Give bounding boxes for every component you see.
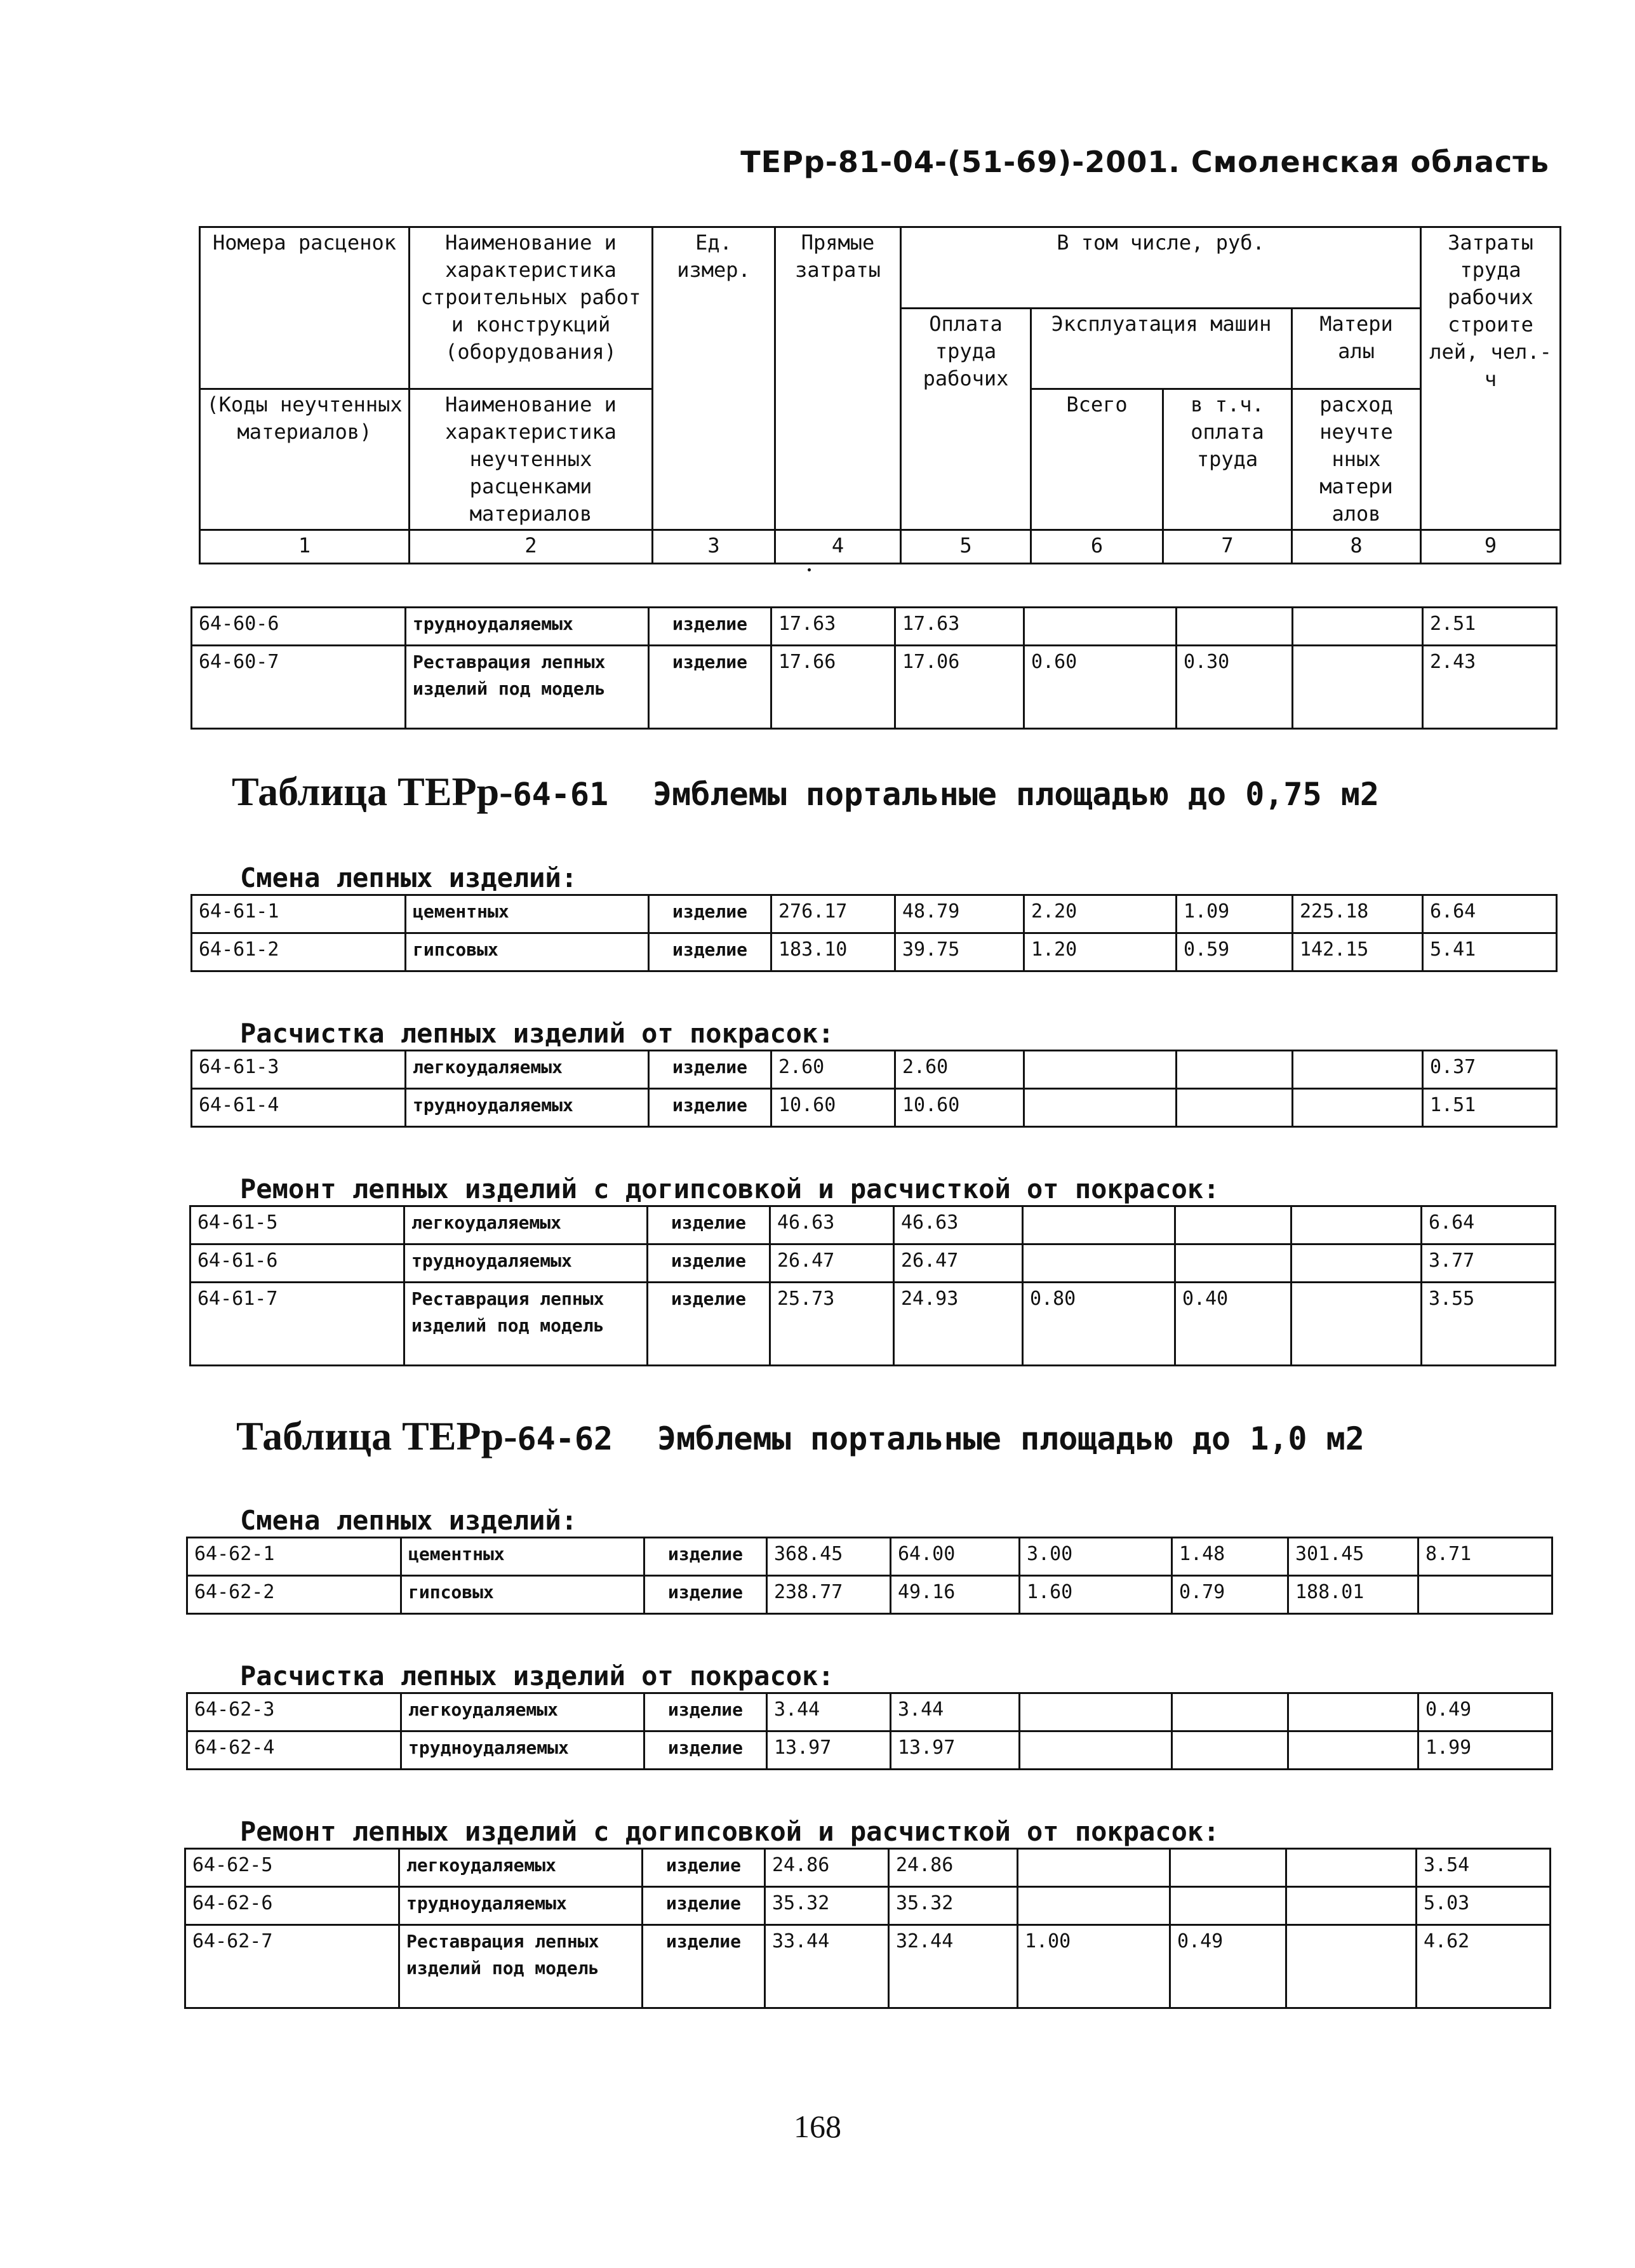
column-number: 3 (653, 530, 775, 564)
direct-costs-cell: 368.45 (767, 1538, 891, 1576)
column-number: 8 (1292, 530, 1421, 564)
direct-costs-cell: 35.32 (765, 1887, 889, 1925)
labor-hours-cell: 0.49 (1418, 1693, 1552, 1731)
unit-cell: изделие (649, 1051, 771, 1089)
table-row (187, 1693, 1552, 1731)
header-labor-pay: Оплата труда рабочих (901, 309, 1031, 530)
materials-cell (1291, 1206, 1422, 1244)
section-title: Ремонт лепных изделий с догипсовкой и расчисткой от покрасок: (240, 1173, 1220, 1204)
stray-dot (808, 568, 811, 571)
machines-labor-cell (1170, 1849, 1286, 1887)
unit-cell: изделие (648, 1206, 770, 1244)
unit-cell: изделие (648, 1283, 770, 1366)
labor-hours-cell: 1.99 (1418, 1731, 1552, 1770)
column-number: 4 (775, 530, 901, 564)
labor-hours-cell (1418, 1576, 1552, 1614)
materials-cell: 225.18 (1293, 895, 1423, 933)
rate-code-cell: 64-62-3 (187, 1693, 401, 1731)
labor-pay-cell: 17.06 (895, 646, 1024, 729)
unit-cell: изделие (644, 1576, 767, 1614)
machines-total-cell (1018, 1887, 1170, 1925)
unit-cell: изделие (649, 933, 771, 971)
materials-cell (1291, 1244, 1422, 1283)
machines-labor-cell: 1.09 (1177, 895, 1293, 933)
section-title: Ремонт лепных изделий с догипсовкой и расчисткой от покрасок: (240, 1816, 1220, 1847)
header-unit: Ед. измер. (653, 227, 775, 530)
machines-labor-cell (1172, 1693, 1288, 1731)
header-material-codes: (Коды неучтенных материалов) (200, 389, 410, 530)
machines-total-cell (1023, 1206, 1175, 1244)
column-number: 1 (200, 530, 410, 564)
unit-cell: изделие (643, 1849, 765, 1887)
table-row (187, 1731, 1552, 1770)
machines-total-cell (1023, 1244, 1175, 1283)
direct-costs-cell: 10.60 (771, 1089, 895, 1127)
table-row (185, 1849, 1551, 1887)
materials-cell (1286, 1925, 1417, 2008)
table-row (190, 1244, 1556, 1283)
table-row (185, 1925, 1551, 2008)
work-name-cell: Реставрация лепных изделий под модель (399, 1925, 643, 2008)
direct-costs-cell: 17.66 (771, 646, 895, 729)
labor-hours-cell: 5.41 (1423, 933, 1557, 971)
column-number: 7 (1163, 530, 1292, 564)
header-materials: Матери алы (1292, 309, 1421, 389)
table-title-64-62: Таблица ТЕРр-64-62 Эмблемы портальные площадью до 1,0 м2 (236, 1413, 1365, 1458)
labor-pay-cell: 46.63 (894, 1206, 1023, 1244)
labor-pay-cell: 35.32 (889, 1887, 1018, 1925)
header-material-names: Наименование и характеристика неучтенных расценками материалов (410, 389, 653, 530)
machines-total-cell (1018, 1849, 1170, 1887)
work-name-cell: легкоудаляемых (406, 1051, 649, 1089)
labor-hours-cell: 6.64 (1423, 895, 1557, 933)
labor-pay-cell: 13.97 (891, 1731, 1020, 1770)
unit-cell: изделие (644, 1731, 767, 1770)
rate-code-cell: 64-61-2 (192, 933, 406, 971)
work-name-cell: трудноудаляемых (404, 1244, 648, 1283)
machines-labor-cell: 0.79 (1172, 1576, 1288, 1614)
labor-pay-cell: 49.16 (891, 1576, 1020, 1614)
table-row (187, 1538, 1552, 1576)
machines-labor-cell: 1.48 (1172, 1538, 1288, 1576)
materials-cell: 188.01 (1288, 1576, 1418, 1614)
rate-code-cell: 64-61-6 (190, 1244, 404, 1283)
rate-code-cell: 64-60-7 (192, 646, 406, 729)
table-row (192, 608, 1557, 646)
direct-costs-cell: 183.10 (771, 933, 895, 971)
direct-costs-cell: 26.47 (770, 1244, 894, 1283)
section-title: Смена лепных изделий: (240, 1505, 578, 1536)
machines-total-cell: 1.60 (1020, 1576, 1172, 1614)
work-name-cell: Реставрация лепных изделий под модель (404, 1283, 648, 1366)
labor-hours-cell: 6.64 (1422, 1206, 1556, 1244)
rate-code-cell: 64-61-4 (192, 1089, 406, 1127)
work-name-cell: легкоудаляемых (401, 1693, 644, 1731)
work-name-cell: легкоудаляемых (399, 1849, 643, 1887)
work-name-cell: Реставрация лепных изделий под модель (406, 646, 649, 729)
rate-code-cell: 64-61-3 (192, 1051, 406, 1089)
materials-cell (1286, 1849, 1417, 1887)
column-number: 9 (1421, 530, 1561, 564)
column-header-table (199, 226, 1561, 564)
unit-cell: изделие (649, 895, 771, 933)
table-row (192, 895, 1557, 933)
labor-pay-cell: 2.60 (895, 1051, 1024, 1089)
labor-hours-cell: 2.51 (1423, 608, 1557, 646)
header-codes: Номера расценок (200, 227, 410, 389)
labor-hours-cell: 8.71 (1418, 1538, 1552, 1576)
work-name-cell: трудноудаляемых (406, 608, 649, 646)
machines-total-cell: 2.20 (1024, 895, 1177, 933)
unit-cell: изделие (643, 1887, 765, 1925)
direct-costs-cell: 25.73 (770, 1283, 894, 1366)
rate-code-cell: 64-61-7 (190, 1283, 404, 1366)
work-name-cell: легкоудаляемых (404, 1206, 648, 1244)
rate-table (186, 1692, 1553, 1770)
rate-table (190, 1050, 1558, 1128)
header-work-name: Наименование и характеристика строительных работ и конструкций (оборудования) (410, 227, 653, 389)
labor-pay-cell: 48.79 (895, 895, 1024, 933)
labor-pay-cell: 24.86 (889, 1849, 1018, 1887)
direct-costs-cell: 2.60 (771, 1051, 895, 1089)
labor-pay-cell: 39.75 (895, 933, 1024, 971)
materials-cell (1288, 1693, 1418, 1731)
header-machines-total: Всего (1031, 389, 1163, 530)
document-header: ТЕРр-81-04-(51-69)-2001. Смоленская область (740, 145, 1549, 179)
unit-cell: изделие (644, 1538, 767, 1576)
header-labor-hours: Затраты труда рабочих строите лей, чел.-ч (1421, 227, 1561, 530)
materials-cell (1293, 1089, 1423, 1127)
rate-table (190, 894, 1558, 972)
materials-cell (1293, 608, 1423, 646)
labor-hours-cell: 5.03 (1417, 1887, 1551, 1925)
table-row (192, 1051, 1557, 1089)
table-row (190, 1283, 1556, 1366)
materials-cell (1293, 1051, 1423, 1089)
labor-hours-cell: 4.62 (1417, 1925, 1551, 2008)
materials-cell (1293, 646, 1423, 729)
machines-total-cell: 0.80 (1023, 1283, 1175, 1366)
rate-table-continuation (190, 606, 1558, 730)
materials-cell: 142.15 (1293, 933, 1423, 971)
machines-labor-cell (1177, 1051, 1293, 1089)
machines-total-cell (1020, 1731, 1172, 1770)
machines-total-cell (1024, 608, 1177, 646)
unit-cell: изделие (649, 1089, 771, 1127)
column-number: 5 (901, 530, 1031, 564)
machines-labor-cell: 0.59 (1177, 933, 1293, 971)
column-number: 2 (410, 530, 653, 564)
machines-labor-cell: 0.30 (1177, 646, 1293, 729)
rate-table (186, 1537, 1553, 1615)
table-row (192, 646, 1557, 729)
labor-pay-cell: 10.60 (895, 1089, 1024, 1127)
labor-pay-cell: 3.44 (891, 1693, 1020, 1731)
machines-total-cell (1024, 1089, 1177, 1127)
header-unaccounted-materials: расход неучте нных матери алов (1292, 389, 1421, 530)
direct-costs-cell: 276.17 (771, 895, 895, 933)
rate-code-cell: 64-62-5 (185, 1849, 399, 1887)
unit-cell: изделие (649, 608, 771, 646)
column-number: 6 (1031, 530, 1163, 564)
machines-total-cell: 0.60 (1024, 646, 1177, 729)
unit-cell: изделие (643, 1925, 765, 2008)
rate-code-cell: 64-62-2 (187, 1576, 401, 1614)
machines-labor-cell (1175, 1206, 1291, 1244)
labor-pay-cell: 26.47 (894, 1244, 1023, 1283)
machines-total-cell: 1.20 (1024, 933, 1177, 971)
table-row (192, 933, 1557, 971)
machines-labor-cell (1177, 608, 1293, 646)
rate-code-cell: 64-62-1 (187, 1538, 401, 1576)
direct-costs-cell: 13.97 (767, 1731, 891, 1770)
work-name-cell: трудноудаляемых (406, 1089, 649, 1127)
labor-pay-cell: 17.63 (895, 608, 1024, 646)
machines-labor-cell (1177, 1089, 1293, 1127)
machines-labor-cell: 0.40 (1175, 1283, 1291, 1366)
table-title-64-61: Таблица ТЕРр-64-61 Эмблемы портальные площадью до 0,75 м2 (232, 769, 1379, 814)
header-including: В том числе, руб. (901, 227, 1421, 309)
section-title: Смена лепных изделий: (240, 862, 578, 893)
machines-labor-cell (1170, 1887, 1286, 1925)
labor-hours-cell: 0.37 (1423, 1051, 1557, 1089)
work-name-cell: трудноудаляемых (401, 1731, 644, 1770)
materials-cell (1286, 1887, 1417, 1925)
unit-cell: изделие (649, 646, 771, 729)
work-name-cell: гипсовых (406, 933, 649, 971)
machines-total-cell (1020, 1693, 1172, 1731)
machines-labor-cell (1172, 1731, 1288, 1770)
section-title: Расчистка лепных изделий от покрасок: (240, 1660, 834, 1691)
labor-pay-cell: 64.00 (891, 1538, 1020, 1576)
rate-code-cell: 64-61-5 (190, 1206, 404, 1244)
work-name-cell: цементных (406, 895, 649, 933)
section-title: Расчистка лепных изделий от покрасок: (240, 1018, 834, 1049)
rate-code-cell: 64-62-7 (185, 1925, 399, 2008)
rate-table (184, 1848, 1551, 2009)
direct-costs-cell: 24.86 (765, 1849, 889, 1887)
header-direct-costs: Прямые затраты (775, 227, 901, 530)
rate-table (189, 1205, 1556, 1366)
direct-costs-cell: 238.77 (767, 1576, 891, 1614)
header-machines: Эксплуатация машин (1031, 309, 1292, 389)
machines-total-cell (1024, 1051, 1177, 1089)
labor-pay-cell: 32.44 (889, 1925, 1018, 2008)
table-row (185, 1887, 1551, 1925)
table-row (192, 1089, 1557, 1127)
rate-code-cell: 64-62-6 (185, 1887, 399, 1925)
table-row (187, 1576, 1552, 1614)
labor-hours-cell: 3.54 (1417, 1849, 1551, 1887)
direct-costs-cell: 3.44 (767, 1693, 891, 1731)
header-machines-labor: в т.ч. оплата труда (1163, 389, 1292, 530)
labor-hours-cell: 3.55 (1422, 1283, 1556, 1366)
direct-costs-cell: 33.44 (765, 1925, 889, 2008)
table-row (190, 1206, 1556, 1244)
materials-cell: 301.45 (1288, 1538, 1418, 1576)
labor-hours-cell: 1.51 (1423, 1089, 1557, 1127)
work-name-cell: трудноудаляемых (399, 1887, 643, 1925)
unit-cell: изделие (644, 1693, 767, 1731)
rate-code-cell: 64-60-6 (192, 608, 406, 646)
labor-pay-cell: 24.93 (894, 1283, 1023, 1366)
materials-cell (1288, 1731, 1418, 1770)
machines-total-cell: 3.00 (1020, 1538, 1172, 1576)
page-number: 168 (794, 2109, 841, 2144)
rate-code-cell: 64-62-4 (187, 1731, 401, 1770)
materials-cell (1291, 1283, 1422, 1366)
work-name-cell: цементных (401, 1538, 644, 1576)
direct-costs-cell: 17.63 (771, 608, 895, 646)
machines-labor-cell (1175, 1244, 1291, 1283)
unit-cell: изделие (648, 1244, 770, 1283)
work-name-cell: гипсовых (401, 1576, 644, 1614)
rate-code-cell: 64-61-1 (192, 895, 406, 933)
direct-costs-cell: 46.63 (770, 1206, 894, 1244)
machines-total-cell: 1.00 (1018, 1925, 1170, 2008)
labor-hours-cell: 3.77 (1422, 1244, 1556, 1283)
labor-hours-cell: 2.43 (1423, 646, 1557, 729)
machines-labor-cell: 0.49 (1170, 1925, 1286, 2008)
